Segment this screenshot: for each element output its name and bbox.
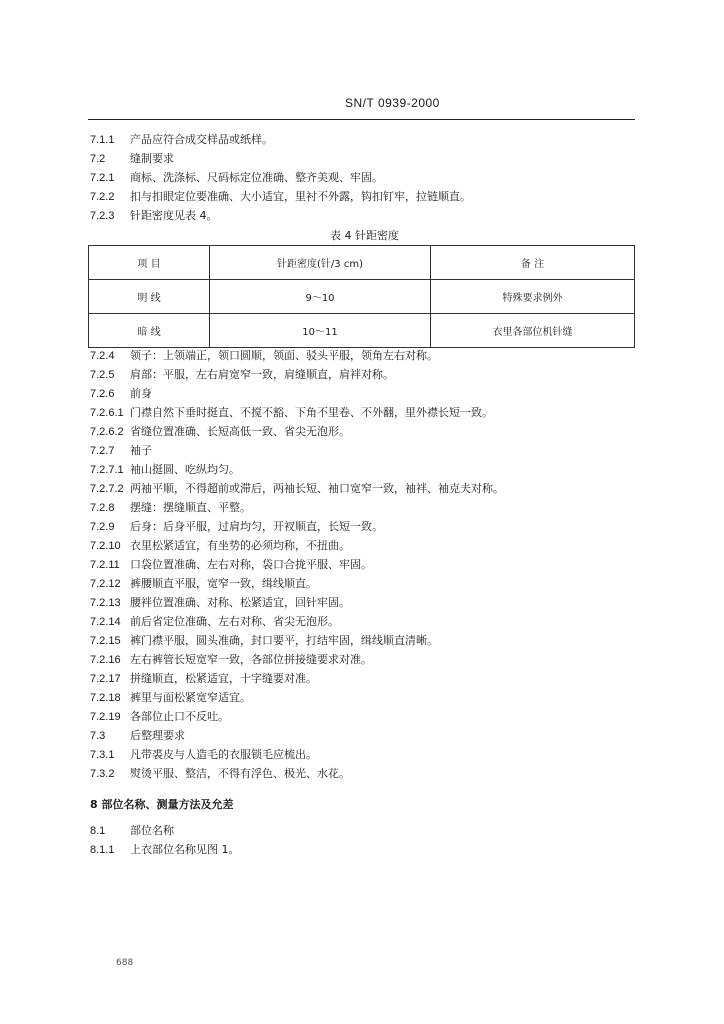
clause-number: 8.1 bbox=[90, 825, 106, 837]
clause-line bbox=[90, 444, 152, 458]
clause-text: 前身 bbox=[130, 387, 152, 400]
clause-text: 拼缝顺直，松紧适宜，十字缝要对准。 bbox=[130, 672, 317, 685]
clause-number: 7.2.14 bbox=[90, 616, 121, 628]
table-row bbox=[89, 280, 635, 314]
stitch-density-table bbox=[88, 245, 635, 348]
clause-text: 前后省定位准确、左右对称、省尖无泡形。 bbox=[130, 615, 339, 628]
clause-number: 7.2.13 bbox=[90, 597, 121, 609]
clause-number: 7.2.1 bbox=[90, 172, 115, 184]
clause-text: 产品应符合成交样品或纸样。 bbox=[130, 133, 273, 146]
clause-number: 7.2 bbox=[90, 153, 106, 165]
table-cell: 暗 线 bbox=[89, 314, 210, 348]
page-number: 688 bbox=[116, 958, 134, 968]
clause-number: 7.3 bbox=[90, 730, 106, 742]
clause-line bbox=[90, 520, 383, 534]
clause-text: 袖子 bbox=[130, 444, 152, 457]
clause-number: 7.2.4 bbox=[90, 350, 115, 362]
clause-line bbox=[90, 634, 438, 648]
clause-line bbox=[90, 558, 372, 572]
table-row bbox=[89, 314, 635, 348]
clause-text: 两袖平顺，不得超前或滞后，两袖长短、袖口宽窄一致，袖袢、袖克夫对称。 bbox=[130, 482, 504, 495]
clause-line bbox=[90, 577, 317, 591]
clause-line bbox=[90, 748, 317, 762]
clause-line bbox=[90, 843, 240, 857]
clause-line bbox=[90, 672, 317, 686]
clause-number: 7.2.18 bbox=[90, 692, 121, 704]
table-header-row bbox=[89, 246, 635, 280]
clause-text: 部位名称 bbox=[130, 824, 174, 837]
clause-text: 袖山挺圆、吃纵均匀。 bbox=[130, 463, 240, 476]
clause-number: 7.2.2 bbox=[90, 191, 115, 203]
clause-text: 凡带裘皮与人造毛的衣服锁毛应梳出。 bbox=[130, 748, 317, 761]
clause-line bbox=[90, 615, 339, 629]
clause-number: 7.2.9 bbox=[90, 521, 115, 533]
clause-text: 商标、洗涤标、尺码标定位准确、整齐美观、牢固。 bbox=[130, 171, 383, 184]
clause-text: 裤里与面松紧宽窄适宜。 bbox=[130, 691, 251, 704]
clause-number: 7.2.6.2 bbox=[90, 426, 124, 438]
clause-line bbox=[90, 729, 185, 743]
clause-text: 省缝位置准确、长短高低一致、省尖无泡形。 bbox=[130, 425, 350, 438]
clause-line bbox=[90, 152, 174, 166]
clause-number: 7.2.17 bbox=[90, 673, 121, 685]
clause-text: 缝制要求 bbox=[130, 152, 174, 165]
clause-number: 7.2.11 bbox=[90, 559, 120, 571]
clause-text: 扣与扣眼定位要准确、大小适宜，里衬不外露，钩扣钉牢，拉链顺直。 bbox=[130, 190, 471, 203]
clause-number: 7.2.8 bbox=[90, 502, 115, 514]
clause-number: 7.2.3 bbox=[90, 210, 115, 222]
clause-line bbox=[90, 501, 251, 515]
clause-text: 各部位止口不反吐。 bbox=[130, 710, 229, 723]
clause-line bbox=[90, 691, 251, 705]
table-cell: 明 线 bbox=[89, 280, 210, 314]
clause-text: 领子：上领端正，领口圆顺，领面、驳头平服，领角左右对称。 bbox=[130, 349, 438, 362]
clause-text: 后整理要求 bbox=[130, 729, 185, 742]
clause-number: 7.2.12 bbox=[90, 578, 121, 590]
table-caption: 表 4 针距密度 bbox=[330, 229, 399, 242]
clause-text: 针距密度见表 4。 bbox=[130, 209, 218, 222]
clause-number: 7.2.10 bbox=[90, 540, 121, 552]
clause-line bbox=[90, 209, 218, 223]
clause-number: 7.2.6.1 bbox=[90, 407, 124, 419]
clause-number: 7.2.16 bbox=[90, 654, 121, 666]
clause-text: 衣里松紧适宜，有坐势的必须均称，不扭曲。 bbox=[130, 539, 350, 552]
table-cell: 特殊要求例外 bbox=[431, 280, 635, 314]
clause-line bbox=[90, 653, 372, 667]
clause-line bbox=[90, 482, 504, 496]
clause-text: 裤腰顺直平服，宽窄一致，缉线顺直。 bbox=[130, 577, 317, 590]
clause-number: 7.2.7 bbox=[90, 445, 115, 457]
table-cell: 衣里各部位机针缝 bbox=[431, 314, 635, 348]
clause-number: 7.1.1 bbox=[90, 134, 115, 146]
clause-line bbox=[90, 349, 438, 363]
header-rule bbox=[88, 119, 635, 120]
clause-text: 腰袢位置准确、对称、松紧适宜，回针牢固。 bbox=[130, 596, 350, 609]
clause-line bbox=[90, 133, 273, 147]
clause-line bbox=[90, 171, 383, 185]
section-8-heading: 8 部位名称、测量方法及允差 bbox=[90, 798, 234, 811]
clause-number: 7.2.6 bbox=[90, 388, 115, 400]
clause-text: 熨烫平服、整洁，不得有浮色、极光、水花。 bbox=[130, 767, 350, 780]
table-header-cell: 备 注 bbox=[431, 246, 635, 280]
clause-line bbox=[90, 425, 350, 439]
clause-line bbox=[90, 539, 350, 553]
clause-text: 裤门襟平服，圆头准确，封口要平，打结牢固，缉线顺直清晰。 bbox=[130, 634, 438, 647]
clause-text: 上衣部位名称见图 1。 bbox=[130, 843, 240, 856]
clause-text: 摆缝：摆缝顺直、平整。 bbox=[130, 501, 251, 514]
page-header-code: SN/T 0939-2000 bbox=[345, 96, 440, 110]
clause-number: 7.2.19 bbox=[90, 711, 121, 723]
clause-line bbox=[90, 368, 394, 382]
table-cell: 9～10 bbox=[210, 280, 431, 314]
table-cell: 10～11 bbox=[210, 314, 431, 348]
table-header-cell: 针距密度(针/3 cm) bbox=[210, 246, 431, 280]
clause-number: 8.1.1 bbox=[90, 844, 115, 856]
clause-text: 左右裤管长短宽窄一致，各部位拼接缝要求对准。 bbox=[130, 653, 372, 666]
clause-text: 肩部：平服，左右肩宽窄一致，肩缝顺直，肩袢对称。 bbox=[130, 368, 394, 381]
clause-line bbox=[90, 190, 471, 204]
clause-number: 7.2.7.2 bbox=[90, 483, 124, 495]
clause-text: 门襟自然下垂时挺直、不搅不豁、下角不里卷、不外翻，里外襟长短一致。 bbox=[130, 406, 493, 419]
clause-number: 7.2.5 bbox=[90, 369, 115, 381]
clause-text: 后身：后身平服，过肩均匀，开衩顺直，长短一致。 bbox=[130, 520, 383, 533]
clause-line bbox=[90, 767, 350, 781]
clause-line bbox=[90, 463, 240, 477]
clause-line bbox=[90, 710, 229, 724]
clause-number: 7.2.7.1 bbox=[90, 464, 124, 476]
clause-number: 7.2.15 bbox=[90, 635, 121, 647]
clause-line bbox=[90, 387, 152, 401]
clause-line bbox=[90, 406, 493, 420]
clause-number: 7.3.1 bbox=[90, 749, 115, 761]
clause-line bbox=[90, 596, 350, 610]
table-header-cell: 项 目 bbox=[89, 246, 210, 280]
clause-number: 7.3.2 bbox=[90, 768, 115, 780]
clause-text: 口袋位置准确、左右对称，袋口合拢平服、牢固。 bbox=[130, 558, 372, 571]
clause-line bbox=[90, 824, 174, 838]
